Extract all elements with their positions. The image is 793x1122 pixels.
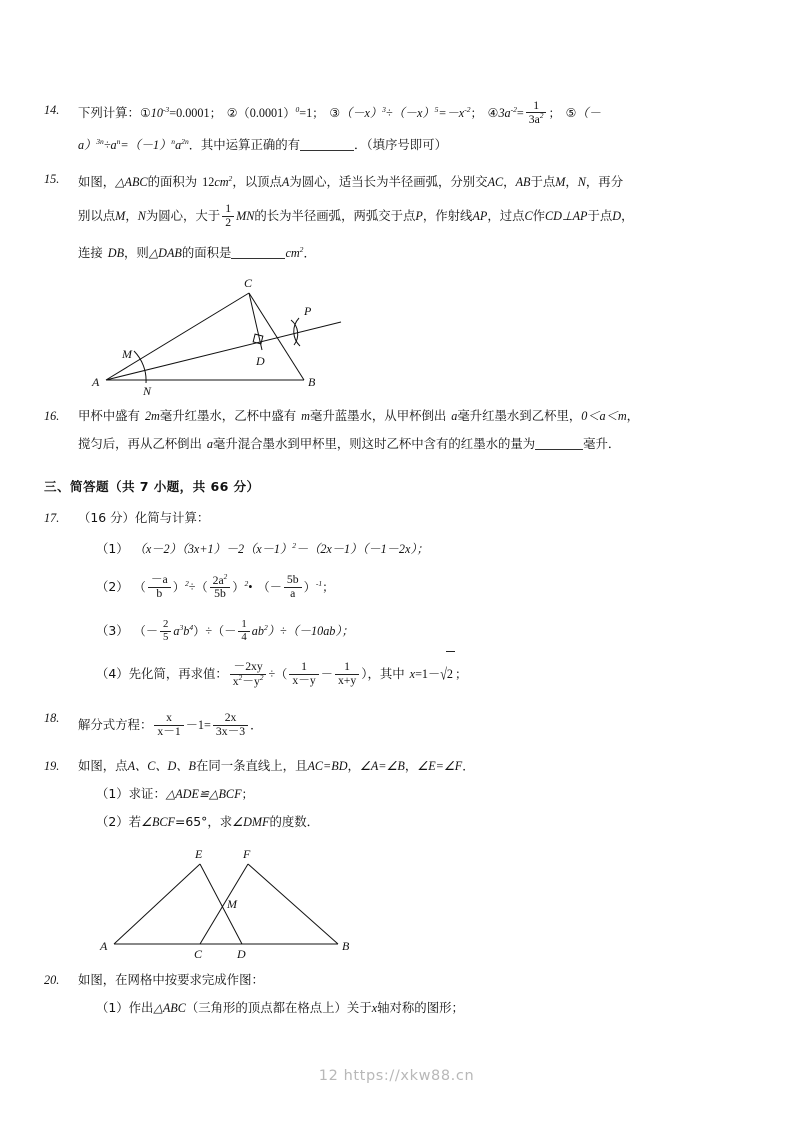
q15-seg-db: DB [107, 246, 125, 261]
q19-sub2-label: （2） [96, 814, 129, 830]
question-14-body [78, 96, 750, 159]
q19-l1-b: 在同一条直线上，且 [195, 758, 308, 774]
q14-item-2-text: （0.0001） [237, 106, 296, 121]
q19-sub1-lead: 求证： [128, 786, 166, 802]
q17-sub4-cond-eq: =1－ [415, 667, 441, 682]
q15-l2-d: 的长为半径画弧，两弧交于点 [254, 208, 416, 223]
q18-frac-right-den: 3x－3 [213, 725, 248, 739]
question-15-line-3 [78, 236, 750, 267]
q14-tail-2: ．（填序号即可） [354, 136, 447, 152]
q15-l2-n: N [137, 209, 146, 223]
q16-value-m: m [301, 409, 310, 424]
q20-triangle-abc: △ABC [153, 1001, 186, 1016]
question-15-line-1 [78, 165, 750, 196]
q17-sub4-g2-den: x+y [335, 674, 359, 688]
q14-item-4-fraction [526, 100, 547, 127]
q17-sub4-label: （4） [96, 666, 129, 682]
q17-sub-4 [96, 651, 750, 696]
q18-frac-left [154, 712, 183, 738]
q16-value-a: a [451, 409, 458, 424]
q14-item-4-rest: = [516, 106, 524, 121]
q17-sub3-v1-exp: 3 [179, 623, 184, 633]
q14-item-1-exp: -3 [162, 105, 170, 114]
figure-q15-label-P: P [304, 304, 312, 319]
q14-item-4-denominator [526, 112, 547, 127]
q15-triangle-dab: △DAB [148, 246, 182, 261]
q17-sub2-tail: ； [322, 580, 335, 595]
q19-l1-a: 如图，点 [78, 758, 128, 774]
figure-q15-svg [86, 273, 356, 398]
q18-frac-right-num: 2x [224, 711, 237, 725]
figure-q15-label-D: D [256, 354, 265, 369]
q15-l2-f: ，过点 [487, 208, 525, 223]
q14-item-4-text: 3a [498, 106, 511, 121]
question-19-sub-1 [96, 780, 750, 808]
q17-sub4-cond-lead: 其中 [379, 666, 405, 682]
q18-lead: 解分式方程： [78, 717, 153, 733]
question-18-number: 18. [44, 711, 60, 726]
question-20 [44, 966, 750, 1022]
q19-l1-e: ． [462, 759, 475, 774]
q14-item-5-rest2: =（－1） [120, 137, 172, 152]
q15-l1-g: ， [565, 174, 578, 189]
q15-answer-blank[interactable] [231, 245, 285, 259]
q14-item-3-text: （－x） [340, 106, 383, 121]
q14-item-5-open: （－ [576, 106, 601, 121]
q17-sub3-v2: ab [251, 624, 264, 639]
q14-item-5-exp2: n [116, 136, 121, 146]
q15-point-c: C [524, 209, 533, 223]
figure-q15-label-A: A [92, 375, 100, 390]
q17-sub4-cond-x: x [409, 667, 416, 682]
figure-q19-label-F: F [243, 847, 251, 862]
q17-sub3-frac1-den: 5 [160, 631, 171, 644]
q14-item-2-mark: ② [226, 106, 238, 121]
q14-item-5-exp: 3n [96, 136, 104, 146]
q16-inequality: 0＜a＜m [581, 409, 627, 424]
figure-q19-svg [90, 844, 365, 962]
q17-sub2-frac1-num: －a [150, 573, 168, 587]
q17-sub4-den-a-exp: 2 [238, 673, 243, 682]
question-19-sub-2 [96, 808, 750, 836]
q15-point-m: M [555, 175, 566, 189]
page-content [44, 96, 750, 1022]
q17-sub3-open: （－ [133, 624, 159, 639]
q14-tail: 其中运算正确的有 [200, 136, 301, 152]
q17-sub-1 [96, 532, 750, 563]
q15-cd-perp-ap: CD⊥AP [545, 209, 588, 223]
q17-sub3-v1b-exp: 4 [189, 623, 194, 633]
question-19 [44, 752, 750, 836]
q14-item-5-rest3: a [175, 137, 182, 152]
q17-sub2-frac3-num: 5b [286, 573, 299, 587]
q19-sub2-lead: 若 [128, 814, 142, 830]
question-17-body [78, 504, 750, 532]
q15-l1-c: ，以顶点 [232, 174, 282, 189]
q19-sub2-mid: =65°，求 [175, 814, 233, 830]
q14-item-1-text: 10 [150, 106, 163, 121]
q14-item-3-rest3: ； [470, 106, 483, 121]
q17-sub2-p1-close: ） [172, 580, 185, 595]
q15-ray-ap: AP [472, 209, 488, 223]
q15-l2-m: M [115, 209, 126, 223]
question-15-line-2 [78, 196, 750, 236]
q17-sub2-frac2 [210, 574, 231, 601]
q17-sub4-g1-den: x－y [289, 674, 318, 688]
q15-l2-g: 作 [532, 208, 546, 223]
q15-l1-a: 如图， [78, 174, 116, 189]
question-19-line-1 [78, 752, 750, 780]
q17-sub2-p1-exp: 2 [184, 579, 189, 589]
q17-sub3-tail: ）÷（－10ab）； [267, 624, 354, 639]
q17-sub1-expr: （x－2）（3x+1）－2（x－1） [133, 542, 293, 557]
q15-l1-e: ， [503, 174, 516, 189]
q18-frac-left-num: x [166, 711, 172, 725]
q17-sub4-den-b: －y [242, 674, 260, 688]
question-16-body [78, 402, 750, 458]
q17-sub2-op2: • [248, 580, 253, 595]
q17-sub4-cond-tail: ； [455, 667, 468, 682]
q17-sub4-num: －2xy [233, 659, 263, 673]
question-14 [44, 96, 750, 159]
question-15-body [78, 165, 750, 267]
q15-l2-h: 于点 [587, 208, 613, 223]
q17-sub4-lead: 先化简，再求值： [128, 666, 228, 682]
figure-q15 [86, 273, 750, 398]
q15-l2-e: ，作射线 [422, 208, 473, 223]
question-16-line-1 [78, 402, 750, 430]
q14-item-4-den-exp: 2 [539, 112, 544, 121]
question-17-title: （16 分）化简与计算： [78, 510, 210, 526]
q16-l1-d: 毫升红墨水到乙杯里， [457, 408, 582, 424]
q17-sub2-frac1 [148, 574, 171, 600]
question-19-body [78, 752, 750, 836]
q15-l2-i: ， [621, 208, 634, 223]
q17-sub2-p3-close: ） [303, 580, 316, 595]
figure-q19-label-A: A [100, 939, 108, 954]
q19-sub1-tail: ； [241, 787, 254, 802]
q16-l2-c: 毫升． [583, 436, 621, 452]
q15-point-a: A [281, 175, 290, 189]
q18-mid: －1= [185, 718, 211, 733]
q14-item-4-numerator: 1 [533, 98, 540, 112]
q17-sub2-frac2-num-base: 2a [212, 573, 224, 587]
q14-item-5-rest4: ． [188, 137, 201, 152]
q20-sub1-c: 轴对称的图形； [377, 1000, 464, 1016]
question-14-line-1 [78, 96, 750, 128]
q16-l1-e: ， [626, 408, 640, 424]
q17-sub2-label: （2） [96, 579, 129, 595]
q19-l1-c: ， [347, 758, 360, 774]
q14-item-3-rest: ÷（－x） [385, 106, 435, 121]
q17-sub2-frac3-den: a [284, 587, 302, 601]
figure-q19-label-C: C [194, 947, 203, 962]
q14-item-3-exp3: -2 [464, 105, 471, 114]
question-16-number: 16. [44, 409, 60, 424]
q17-sub4-frac-g1 [289, 661, 318, 687]
q17-sub2-frac1-den: b [148, 587, 171, 601]
question-19-number: 19. [44, 759, 60, 774]
figure-q19-label-B: B [342, 939, 350, 954]
section-heading-3: 三、简答题（共 7 小题，共 66 分） [44, 479, 260, 495]
q14-lead: 下列计算： [78, 105, 140, 121]
q16-l1-c: 毫升蓝墨水，从甲杯倒出 [309, 408, 447, 424]
q17-sub2-p1-open: （ [133, 580, 146, 595]
q17-sub4-den [230, 674, 267, 689]
sqrt-icon: √ [440, 664, 447, 684]
question-15 [44, 165, 750, 267]
q16-l1-a: 甲杯中盛有 [78, 408, 140, 424]
q15-l2-a: 别以点 [78, 208, 116, 223]
q20-axis-x: x [371, 1001, 378, 1016]
q17-sub3-frac1 [160, 619, 171, 643]
q15-l2-c: 为圆心，大于 [145, 208, 221, 223]
q17-sub2-p2-close: ） [232, 580, 245, 595]
q14-item-5-text: a） [78, 137, 97, 152]
figure-q15-label-M: M [122, 347, 132, 362]
question-16 [44, 402, 750, 458]
q15-half-num: 1 [225, 202, 232, 216]
q14-item-1-rest: =0.0001； [169, 106, 222, 121]
q15-l3-unit-exp: 2 [299, 245, 304, 254]
q15-area-unit-exp: 2 [228, 173, 233, 183]
question-20-sub-1 [96, 994, 750, 1022]
q15-half-fraction [222, 203, 234, 229]
question-18 [44, 704, 750, 746]
q14-item-4-mark: ④ [487, 106, 499, 121]
question-15-number: 15. [44, 171, 60, 186]
q15-point-p: P [415, 209, 423, 223]
q19-angle-dmf: ∠DMF [232, 815, 270, 830]
q16-l2-b: 毫升混合墨水到甲杯里，则这时乙杯中含有的红墨水的量为 [213, 436, 536, 452]
q17-sub3-label: （3） [96, 623, 129, 639]
q17-sub3-frac2-num: 1 [241, 618, 247, 631]
q17-sub3-v2-exp: 2 [263, 623, 268, 633]
q18-frac-right [213, 712, 248, 738]
question-20-number: 20. [44, 973, 60, 988]
q15-l3-b: ，则 [124, 245, 149, 261]
q17-sub2-op1: ÷ [188, 580, 196, 595]
q16-l1-b: 毫升红墨水，乙杯中盛有 [159, 408, 297, 424]
q14-item-3-rest2: =－x [438, 106, 465, 121]
q14-item-3-exp: 3 [382, 105, 386, 114]
q17-sub1-exp: 2 [292, 541, 296, 551]
q18-tail: ． [250, 718, 263, 733]
q15-area-unit: cm [214, 175, 229, 189]
q17-sub2-p2-exp: 2 [244, 579, 249, 589]
q14-item-2-exp: 0 [295, 105, 300, 114]
q17-sub3-v1b: b [183, 624, 190, 639]
figure-q15-label-C: C [244, 276, 253, 291]
q19-sub1-label: （1） [96, 786, 129, 802]
q17-sub1-expr2: －（2x－1）（－1－2x）； [295, 542, 429, 557]
q14-item-1-mark: ① [139, 106, 151, 121]
q14-item-5-mark: ⑤ [565, 106, 577, 121]
figure-q19 [90, 844, 750, 962]
q17-sub4-close: ）， [361, 666, 380, 682]
q17-sub3-frac2-den: 4 [238, 631, 249, 644]
q16-value-2m: 2m [144, 409, 160, 424]
q19-points: A、C、D、B [127, 759, 196, 774]
q17-sub3-v1: a [173, 624, 180, 639]
q19-l1-d: ， [404, 758, 418, 774]
q19-congruence: △ADE≌△BCF [165, 787, 242, 802]
q15-l3-a: 连接 [78, 245, 103, 261]
figure-q19-label-M: M [227, 897, 237, 912]
q15-l1-d: 为圆心，适当长为半径画弧，分别交 [289, 174, 488, 189]
question-17-number: 17. [44, 511, 60, 526]
q17-sub2-p3-exp: -1 [315, 579, 323, 589]
q15-point-d: D [612, 209, 622, 223]
q17-sub4-g2-num: 1 [344, 660, 351, 674]
q17-sub4-main-fraction [230, 661, 267, 688]
q15-l1-h: ，再分 [585, 174, 624, 189]
q20-sub1-label: （1） [96, 1000, 129, 1016]
q15-l2-b: ， [125, 208, 138, 223]
question-18-body [78, 704, 750, 746]
q20-sub1-a: 作出 [128, 1000, 154, 1016]
q16-l2-a: 搅匀后，再从乙杯倒出 [78, 436, 202, 452]
q15-l3-unit: cm [285, 246, 300, 261]
q14-item-4-den-base: 3a [528, 113, 540, 127]
q16-answer-blank[interactable] [535, 436, 583, 450]
q17-sub4-den-a: x [232, 674, 239, 688]
q19-eq-ac-bd: AC=BD [307, 759, 348, 774]
question-14-number: 14. [44, 103, 60, 117]
q17-sub3-mid: ）÷（－ [193, 624, 237, 639]
q15-l3-c: 的面积是 [181, 245, 232, 261]
q14-item-3-exp2: 5 [434, 105, 439, 114]
figure-q15-label-N: N [143, 384, 152, 399]
q17-sub2-frac2-den: 5b [210, 587, 231, 601]
q17-sub2-p2-open: （ [195, 580, 208, 595]
q15-seg-ac: AC [487, 175, 504, 189]
q19-angle-e-f: ∠E=∠F [417, 759, 463, 774]
q15-l1-b: 的面积为 [147, 174, 198, 189]
q15-seg-mn: MN [236, 209, 255, 223]
q15-half-den: 2 [222, 216, 234, 230]
question-14-line-2 [78, 128, 750, 159]
q17-sub2-frac2-num [210, 574, 231, 588]
q14-item-5-exp4: 2n [181, 136, 189, 146]
question-20-lead: 如图，在网格中按要求完成作图： [78, 972, 264, 988]
page-footer: 12 https://xkw88.cn [318, 1068, 475, 1084]
q17-sub1-label: （1） [96, 541, 129, 557]
q18-frac-left-den: x－1 [154, 725, 183, 739]
q14-answer-blank[interactable] [300, 137, 354, 151]
q17-sub2-frac2-num-exp: 2 [223, 572, 228, 581]
q15-seg-ab: AB [515, 175, 531, 189]
q19-sub2-tail: 的度数． [269, 814, 320, 830]
q17-sub4-g1-num: 1 [301, 660, 307, 674]
q14-item-5-exp3: n [171, 136, 176, 146]
q15-point-n: N [577, 175, 586, 189]
q14-item-4-exp: -2 [510, 105, 517, 114]
figure-q19-label-D: D [237, 947, 246, 962]
question-17 [44, 504, 750, 532]
q17-sub-2 [96, 563, 750, 608]
q17-sub4-op: ÷（ [268, 667, 288, 682]
q16-l2-value-a: a [206, 437, 213, 452]
q19-angle-a-b: ∠A=∠B [359, 759, 405, 774]
q14-item-5-rest: ÷a [103, 137, 117, 152]
q15-triangle-abc: △ABC [115, 175, 148, 189]
figure-q19-label-E: E [195, 847, 203, 862]
q17-sub4-den-b-exp: 2 [259, 673, 264, 682]
figure-q15-label-B: B [308, 375, 316, 390]
q17-sub4-frac-g2 [335, 661, 359, 687]
q17-sub4-minus: － [320, 667, 333, 682]
q17-sub2-p3-open: （－ [257, 580, 282, 595]
q14-item-3-mark: ③ [329, 106, 341, 121]
q14-item-2-rest: =1； [299, 106, 325, 121]
q20-sub1-b: （三角形的顶点都在格点上）关于 [185, 1000, 372, 1016]
q15-l3-d: ． [303, 246, 316, 261]
q17-sub-3 [96, 608, 750, 651]
q15-area-value: 12 [202, 175, 215, 189]
q19-angle-bcf: ∠BCF [141, 815, 176, 830]
question-16-line-2 [78, 430, 750, 458]
q17-sub4-sqrt-value: 2 [446, 651, 455, 696]
q17-sub3-frac1-num: 2 [163, 618, 169, 631]
q15-l1-f: 于点 [530, 174, 556, 189]
q17-sub2-frac3 [284, 574, 302, 600]
question-20-body [78, 966, 750, 1022]
q17-sub3-frac2 [238, 619, 249, 643]
q14-item-4-rest2: ； [548, 106, 561, 121]
